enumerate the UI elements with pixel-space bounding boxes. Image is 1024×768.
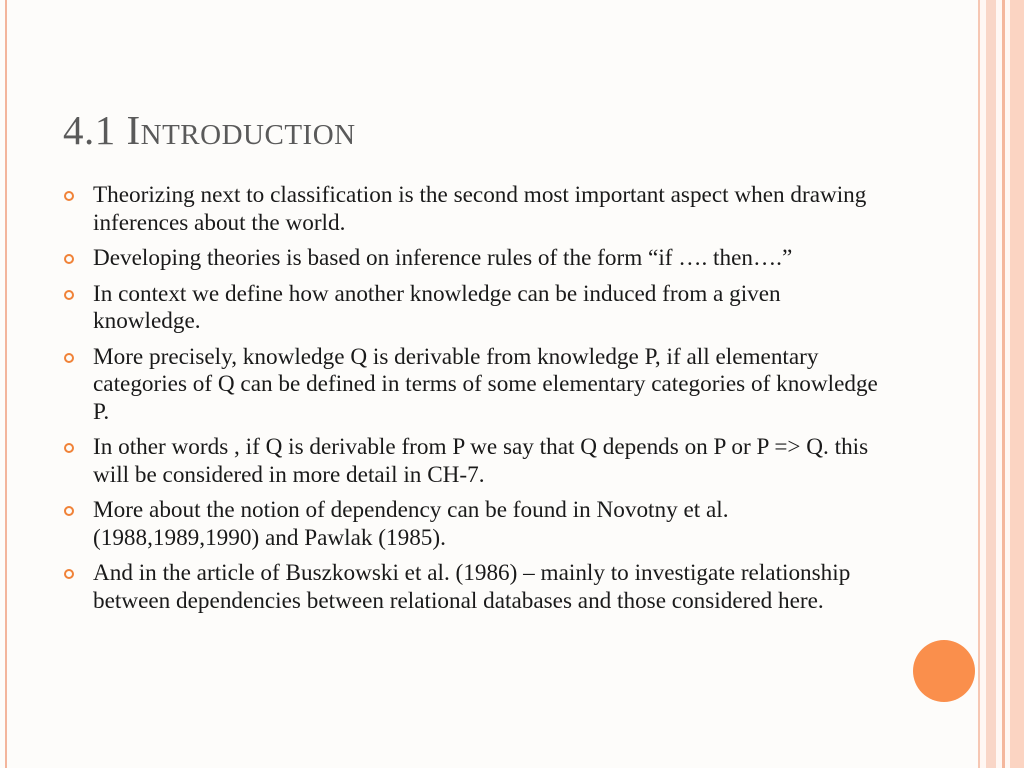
bullet-item [63, 434, 893, 489]
bullet-text: More precisely, knowledge Q is derivable from knowledge P, if all elementary categories of Q can be defined in terms of some elementary categories of knowledge P. [93, 343, 878, 425]
slide-title: 4.1 Introduction [63, 107, 356, 153]
bullet-list [63, 182, 893, 623]
bullet-text: More about the notion of dependency can be found in Novotny et al. (1988,1989,1990) and Pawlak (1985). [93, 497, 729, 551]
decorative-circle [913, 640, 975, 702]
bullet-text: Developing theories is based on inference rules of the form “if …. then….” [93, 245, 793, 271]
bullet-ring-icon [64, 443, 74, 453]
left-edge-line [5, 0, 7, 768]
bullet-text: In context we define how another knowledge can be induced from a given knowledge. [93, 280, 781, 334]
stripe-1 [978, 0, 980, 768]
stripe-4 [1010, 0, 1024, 768]
stripe-2 [986, 0, 996, 768]
bullet-ring-icon [64, 353, 74, 363]
bullet-ring-icon [64, 569, 74, 579]
bullet-ring-icon [64, 191, 74, 201]
bullet-text: And in the article of Buszkowski et al. (1986) – mainly to investigate relationship between dependencies between relational databases and those considered here. [93, 560, 851, 614]
bullet-item [63, 182, 893, 237]
bullet-item [63, 497, 893, 552]
bullet-ring-icon [64, 254, 74, 264]
bullet-item [63, 245, 893, 273]
bullet-ring-icon [64, 290, 74, 300]
bullet-text: Theorizing next to classification is the second most important aspect when drawing inferences about the world. [93, 182, 867, 236]
bullet-item [63, 560, 893, 615]
bullet-text: In other words , if Q is derivable from P we say that Q depends on P or P => Q. this will be considered in more detail in CH-7. [93, 434, 869, 488]
stripe-3 [1002, 0, 1005, 768]
bullet-item [63, 281, 893, 336]
bullet-item [63, 344, 893, 427]
decorative-stripes [978, 0, 1024, 768]
bullet-ring-icon [64, 506, 74, 516]
